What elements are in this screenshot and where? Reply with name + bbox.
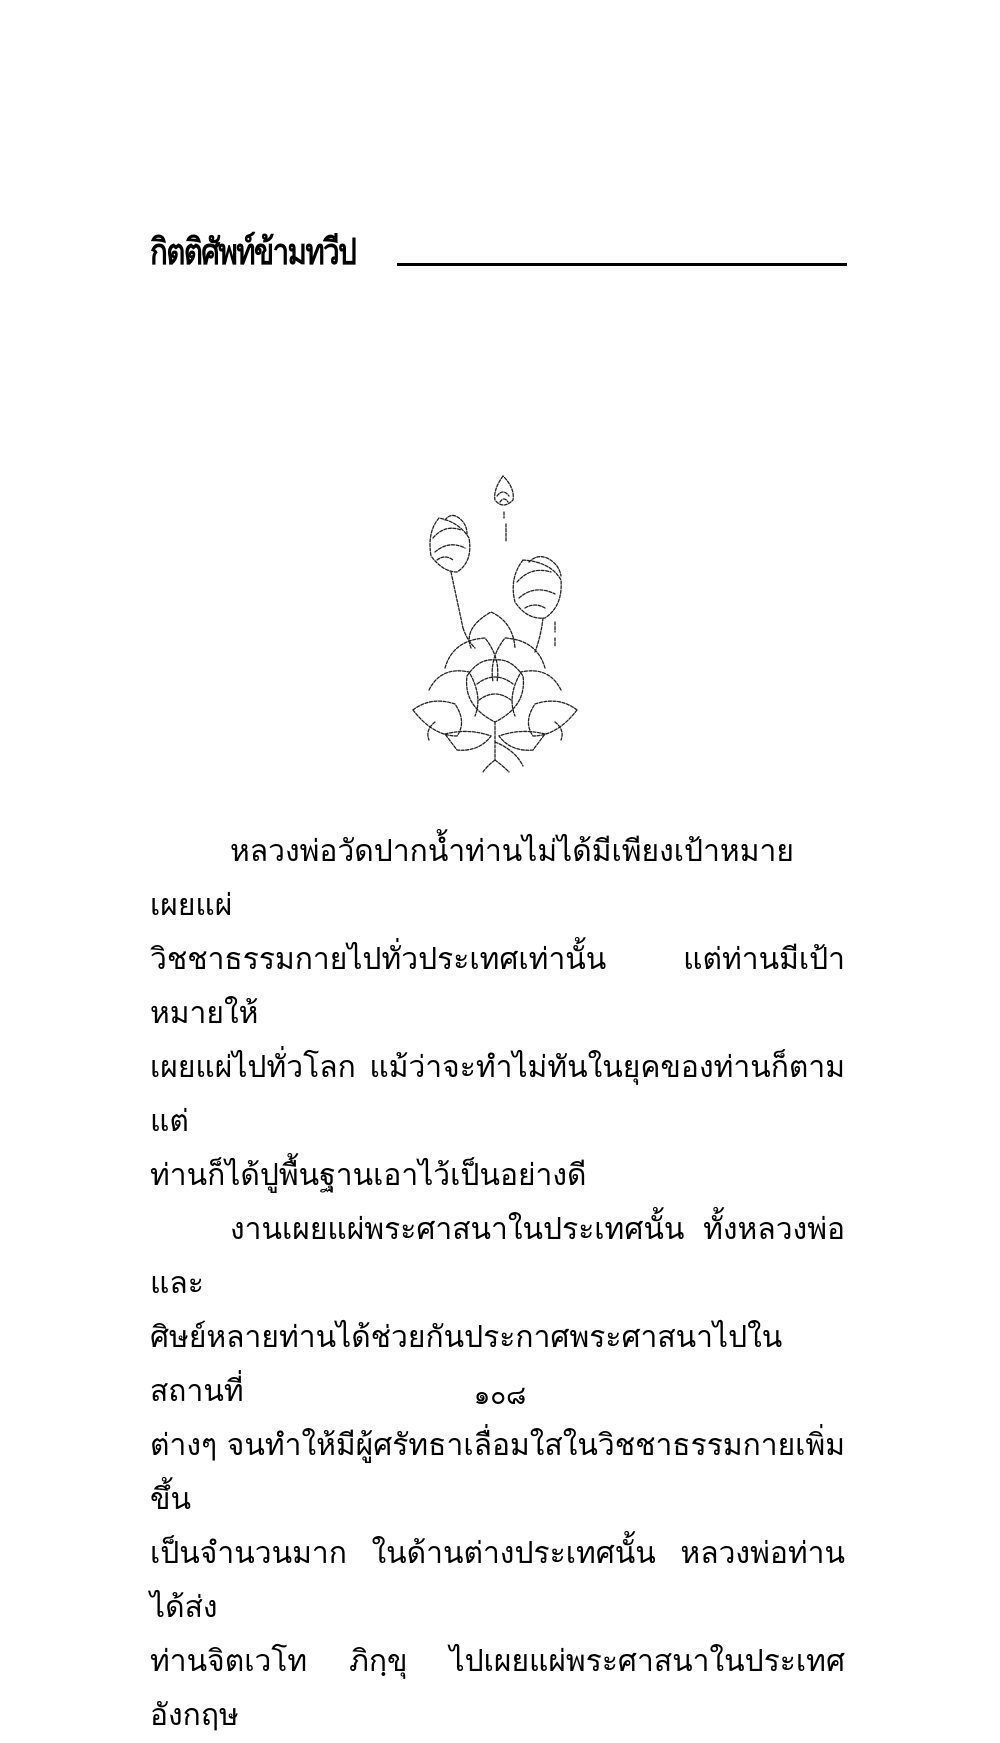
paragraph: หลวงพ่อวัดปากน้ำท่านไม่ได้มีเพียงเป้าหมายเผยแผ่ วิชชาธรรมกายไปทั่วประเทศเท่านั้น แต่ท่านมีเป้าหมายให้ เผยแผ่ไปทั่วโลก แม้ว่าจะทำไม่ทันในยุคของท่านก็ตาม แต่ ท่านก็ได้ปูพื้นฐานเอาไว้เป็นอย่างดี xyxy=(150,834,845,1193)
title-underline xyxy=(397,263,847,266)
body-text xyxy=(150,825,845,1743)
lotus-illustration-icon xyxy=(405,460,585,775)
page-number: ๑๐๘ xyxy=(473,1381,527,1411)
chapter-title: กิตติศัพท์ข้ามทวีป xyxy=(150,232,356,273)
chapter-header xyxy=(150,228,850,278)
paragraph: งานเผยแผ่พระศาสนาในประเทศนั้น ทั้งหลวงพ่อและ ศิษย์หลายท่านได้ช่วยกันประกาศพระศาสนาไปในสถานที่ ต่างๆ จนทำให้มีผู้ศรัทธาเลื่อมใสในวิชชาธรรมกายเพิ่มขึ้น เป็นจำนวนมาก ในด้านต่างประเทศนั้น หลวงพ่อท่านได้ส่ง ท่านจิตเวโท ภิกฺขุ ไปเผยแผ่พระศาสนาในประเทศอังกฤษ xyxy=(150,1212,845,1733)
